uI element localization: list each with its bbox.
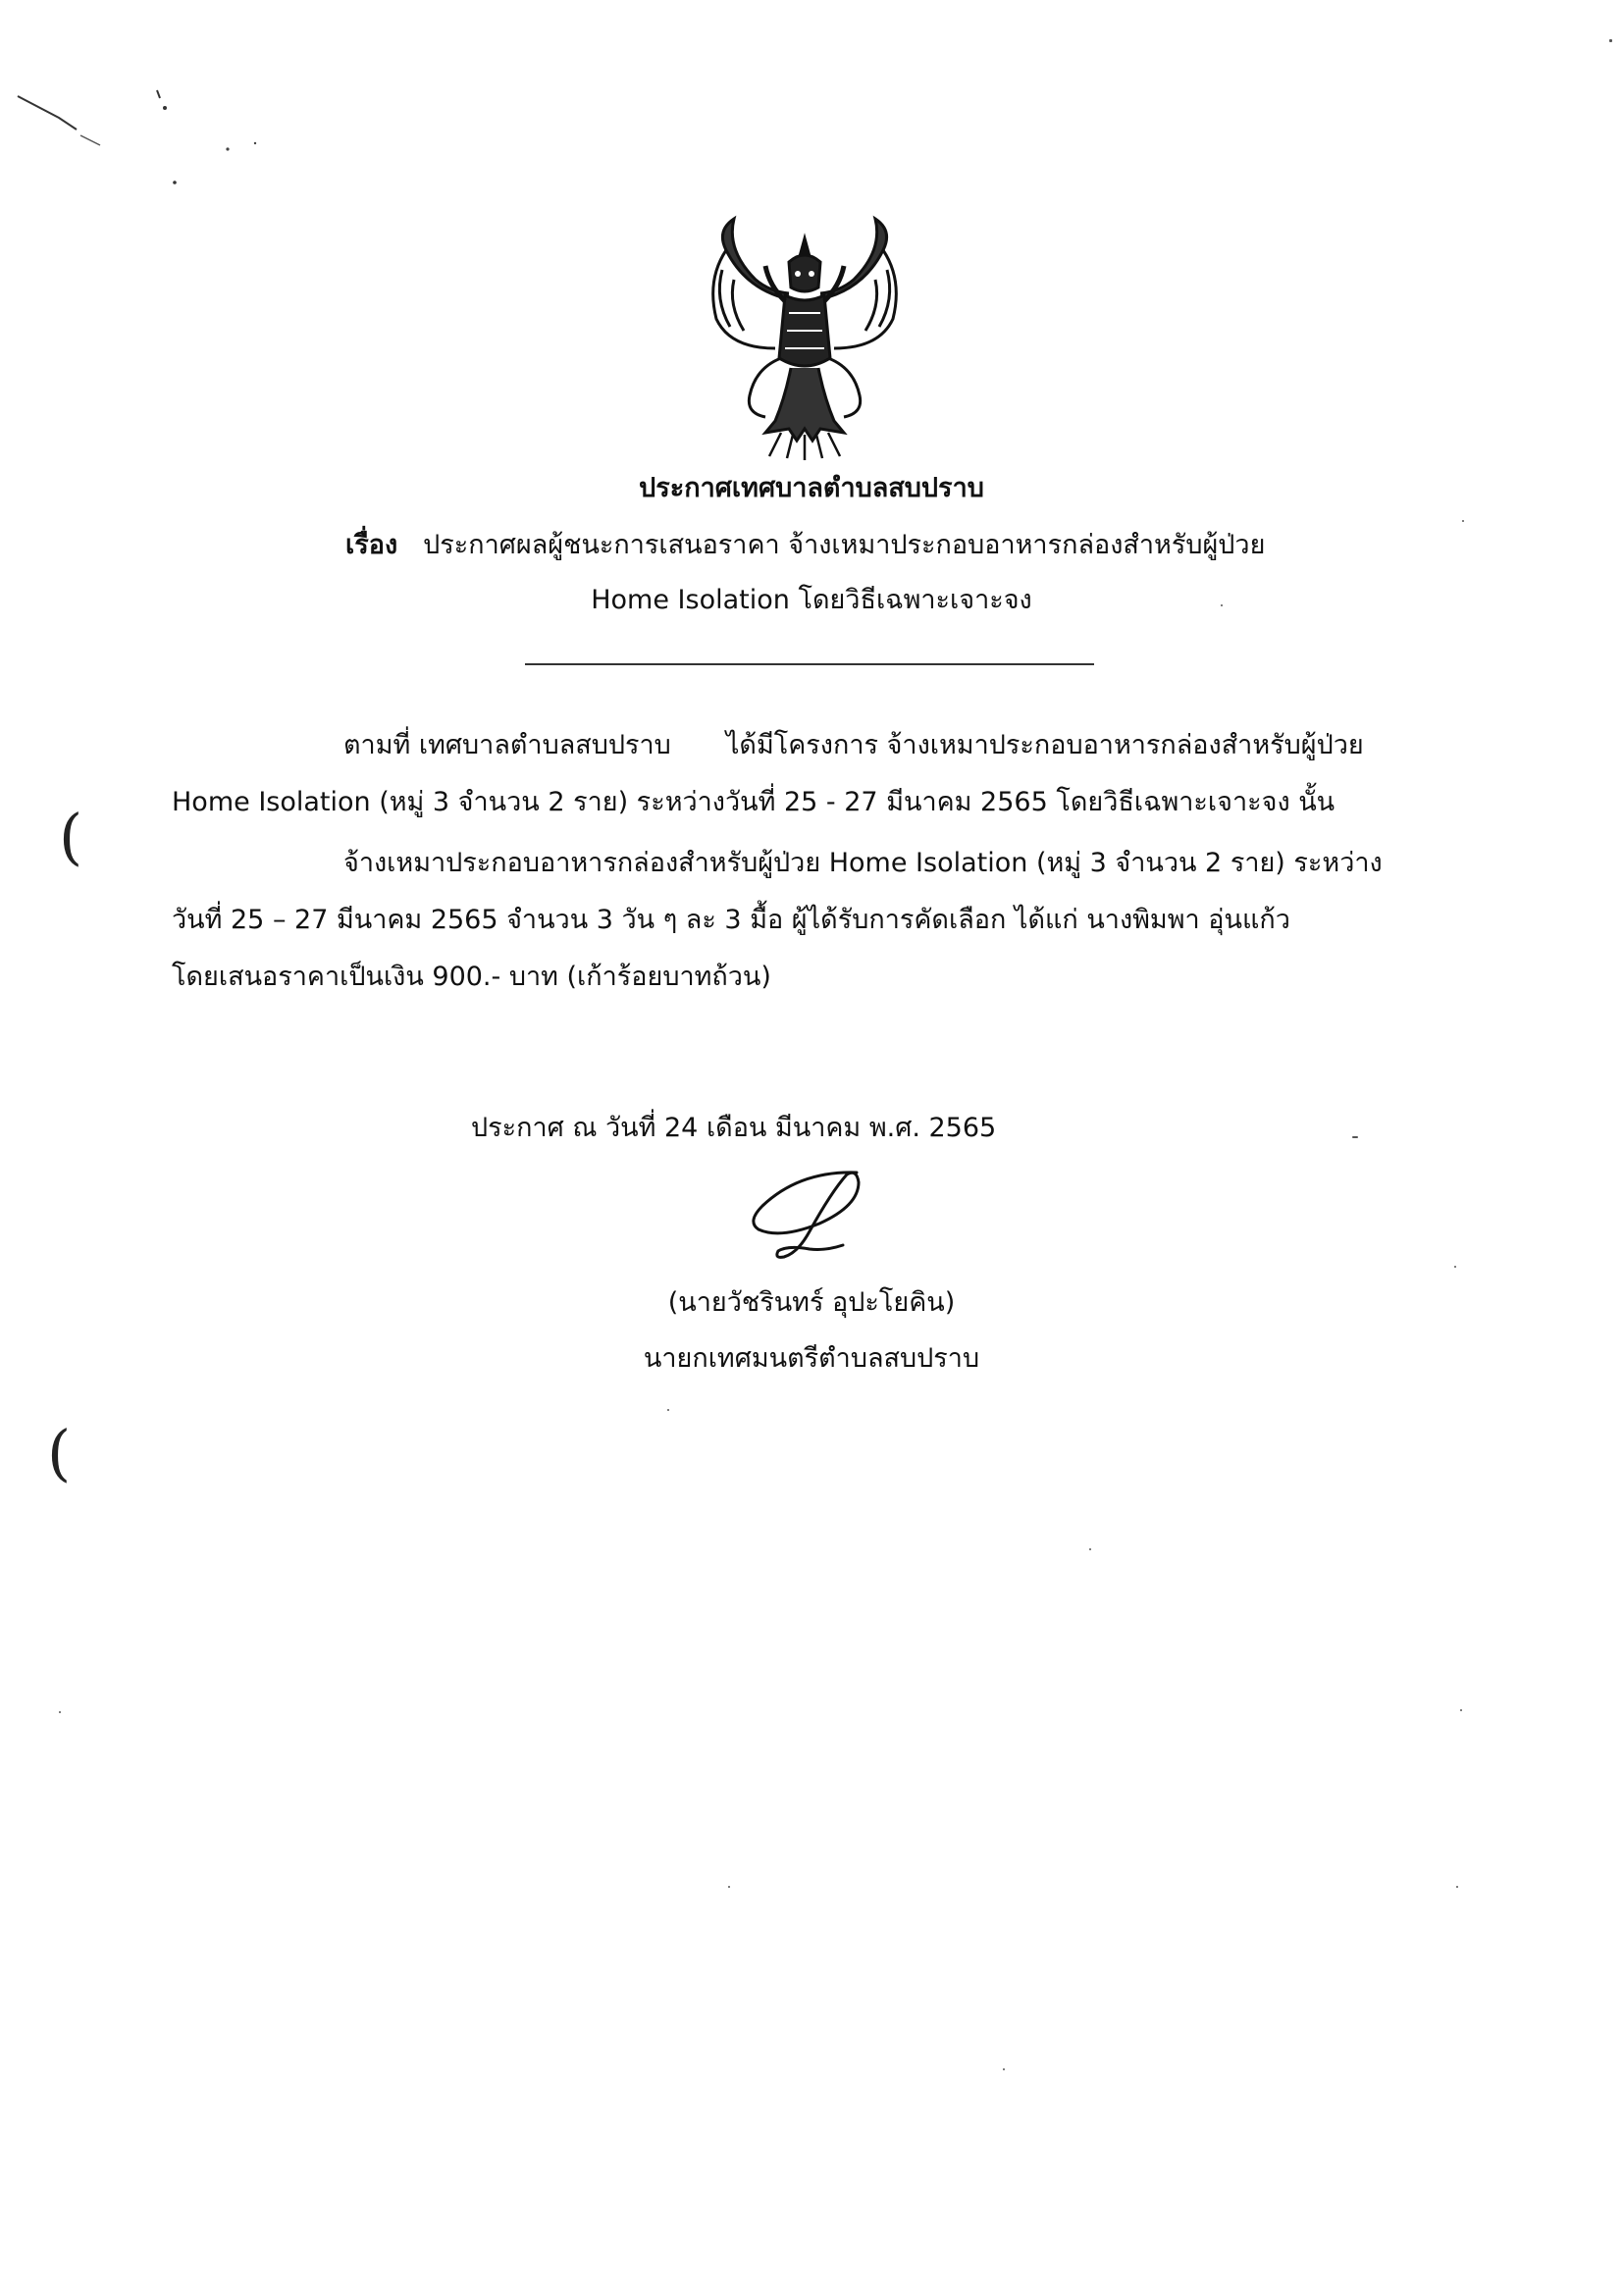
body-paragraph-1-line1 xyxy=(343,728,1364,763)
announcement-date: ประกาศ ณ วันที่ 24 เดือน มีนาคม พ.ศ. 2565 xyxy=(471,1113,997,1143)
body-paragraph-2-line3: โดยเสนอราคาเป็นเงิน 900.- บาท (เก้าร้อยบาทถ้วน) xyxy=(172,962,771,992)
document-title: ประกาศเทศบาลตำบลสบปราบ xyxy=(639,473,984,503)
subject-label: เรื่อง xyxy=(345,530,398,560)
subject-text-line2: Home Isolation โดยวิธีเฉพาะเจาะจง xyxy=(591,585,1032,615)
scan-speck xyxy=(1089,1548,1091,1550)
handwritten-signature-icon xyxy=(741,1163,878,1271)
scan-speck xyxy=(728,1886,730,1888)
scan-noise-marks xyxy=(0,0,294,196)
signer-name: (นายวัชรินทร์ อุปะโยคิน) xyxy=(667,1287,956,1318)
scan-speck xyxy=(1462,520,1464,522)
garuda-emblem-icon xyxy=(687,211,922,461)
header-divider xyxy=(525,663,1094,665)
punch-hole-mark: ( xyxy=(47,1417,72,1488)
body-paragraph-2-line1: จ้างเหมาประกอบอาหารกล่องสำหรับผู้ป่วย Home Isolation (หมู่ 3 จำนวน 2 ราย) ระหว่าง xyxy=(343,848,1383,878)
scan-speck xyxy=(1352,1136,1358,1138)
scan-speck xyxy=(1003,2068,1005,2070)
body-p1-part-a: ตามที่ เทศบาลตำบลสบปราบ xyxy=(343,730,671,760)
scan-speck xyxy=(59,1711,61,1713)
signer-position: นายกเทศมนตรีตำบลสบปราบ xyxy=(643,1343,980,1374)
body-paragraph-2-line2: วันที่ 25 – 27 มีนาคม 2565 จำนวน 3 วัน ๆ ละ 3 มื้อ ผู้ได้รับการคัดเลือก ได้แก่ นางพิมพา อุ่นแก้ว xyxy=(172,905,1290,935)
scan-speck xyxy=(1454,1266,1456,1268)
body-p1-part-b: ได้มีโครงการ จ้างเหมาประกอบอาหารกล่องสำหรับผู้ป่วย xyxy=(725,730,1364,760)
scan-speck xyxy=(1221,604,1223,606)
scan-speck xyxy=(1456,1886,1458,1888)
subject-row xyxy=(345,528,1265,563)
scan-speck xyxy=(1460,1709,1462,1711)
scan-speck xyxy=(667,1409,669,1411)
scan-speck xyxy=(1609,39,1612,42)
punch-hole-mark: ( xyxy=(59,801,83,872)
subject-text-line1: ประกาศผลผู้ชนะการเสนอราคา จ้างเหมาประกอบอาหารกล่องสำหรับผู้ป่วย xyxy=(423,530,1266,560)
body-paragraph-1-line2: Home Isolation (หมู่ 3 จำนวน 2 ราย) ระหว่างวันที่ 25 - 27 มีนาคม 2565 โดยวิธีเฉพาะเจาะจง นั้น xyxy=(172,787,1335,817)
